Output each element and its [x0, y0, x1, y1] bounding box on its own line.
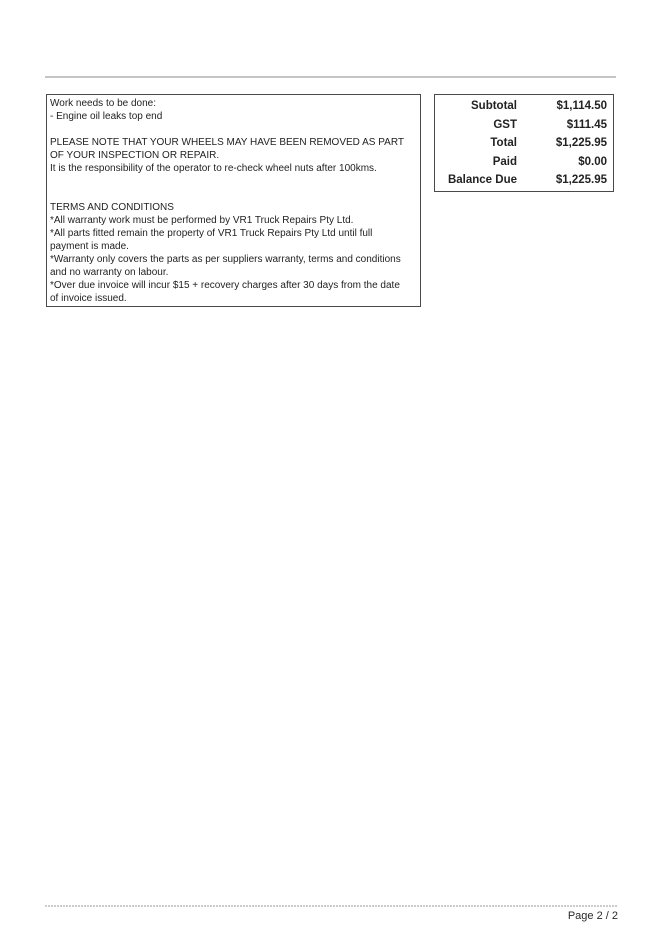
terms-line: and no warranty on labour. [50, 267, 169, 278]
terms-line: *All warranty work must be performed by VR1 Truck Repairs Pty Ltd. [50, 215, 354, 226]
paid-value: $0.00 [578, 155, 607, 168]
paid-label: Paid [492, 155, 517, 168]
totals-row-total [441, 134, 607, 152]
totals-row-balance-due [441, 171, 607, 189]
work-note-line: It is the responsibility of the operator to re-check wheel nuts after 100kms. [50, 163, 377, 174]
header-divider [45, 76, 616, 78]
work-note-line [50, 123, 417, 136]
work-note-line: PLEASE NOTE THAT YOUR WHEELS MAY HAVE BEEN REMOVED AS PART [50, 137, 404, 148]
terms-line: *Over due invoice will incur $15 + recovery charges after 30 days from the date [50, 280, 400, 291]
balance-due-value: $1,225.95 [555, 174, 607, 186]
terms-line: payment is made. [50, 241, 129, 252]
work-note-line [50, 175, 417, 188]
gst-label: GST [493, 118, 517, 131]
terms-line: of invoice issued. [50, 293, 127, 304]
total-label: Total [490, 137, 517, 149]
work-note-line: Work needs to be done: [50, 98, 156, 109]
page-number: Page 2 / 2 [567, 910, 618, 922]
balance-due-label: Balance Due [447, 174, 517, 186]
total-value: $1,225.95 [555, 137, 607, 149]
totals-row-gst [441, 116, 607, 134]
totals-box [434, 94, 614, 192]
gst-value: $111.45 [566, 118, 607, 131]
work-note-line [50, 188, 417, 201]
work-notes-box [46, 94, 421, 307]
totals-row-paid [441, 153, 607, 171]
subtotal-label: Subtotal [471, 100, 517, 112]
work-note-line: OF YOUR INSPECTION OR REPAIR. [50, 150, 220, 161]
subtotal-value: $1,114.50 [556, 100, 607, 112]
work-note-line: - Engine oil leaks top end [50, 111, 163, 122]
terms-heading: TERMS AND CONDITIONS [50, 202, 174, 213]
totals-row-subtotal [441, 97, 607, 115]
terms-line: *All parts fitted remain the property of VR1 Truck Repairs Pty Ltd until full [50, 228, 373, 239]
terms-line: *Warranty only covers the parts as per suppliers warranty, terms and conditions [50, 254, 401, 265]
footer-divider [45, 905, 618, 907]
